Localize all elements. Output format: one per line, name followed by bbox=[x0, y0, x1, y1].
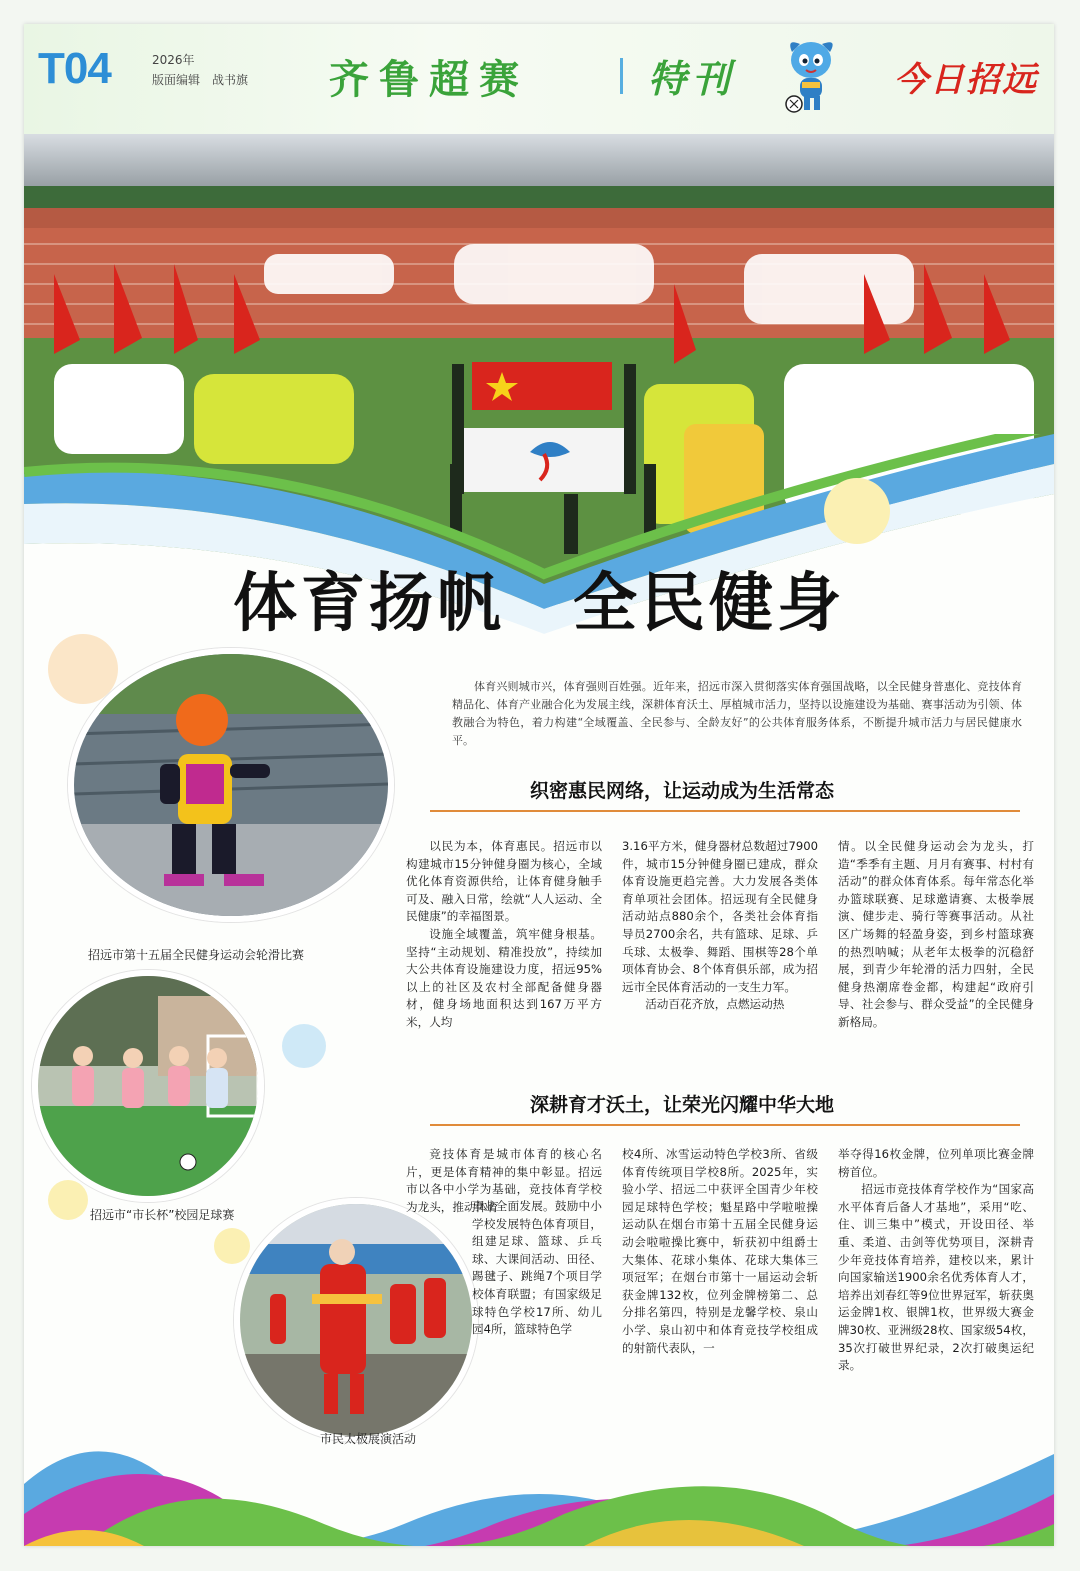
decor-dot bbox=[282, 1024, 326, 1068]
roller-skating-image bbox=[74, 654, 388, 916]
headline: 体育扬帆 全民健身 bbox=[233, 567, 845, 641]
section1-column1 bbox=[406, 838, 602, 1032]
paragraph: 举夺得16枚金牌，位列单项比赛金牌榜首位。 bbox=[838, 1147, 1034, 1179]
mascot-icon bbox=[780, 34, 842, 116]
caption-photo3: 市民太极展演活动 bbox=[320, 1432, 417, 1446]
photo-roller-skating bbox=[68, 648, 394, 922]
brand-logo: 今日招远 bbox=[894, 60, 1038, 100]
section2-title: 深耕育才沃土，让荣光闪耀中华大地 bbox=[530, 1094, 835, 1116]
column-separator bbox=[620, 58, 623, 94]
section1-column2 bbox=[622, 838, 818, 1014]
paragraph: 招远市竞技体育学校作为“国家高水平体育后备人才基地”，采用“吃、住、训三集中”模式，开设田径、举重、柔道、击剑等优势项目，深耕青少年竞技体育培养，建校以来，累计向国家输送1900余名优秀体育人才，培养出刘春红等9位世界冠军，斩获奥运金牌1枚、银牌1枚，世界级大赛金牌30枚、亚洲级28枚、国家级54枚，35次打破世界纪录，2次打破奥运纪录。 bbox=[838, 1182, 1034, 1373]
section1-underline bbox=[430, 810, 1020, 812]
section2-column1-bottom bbox=[472, 1198, 602, 1339]
decor-dot bbox=[48, 634, 118, 704]
decor-dot bbox=[214, 1228, 250, 1264]
section2-underline bbox=[430, 1124, 1020, 1126]
paragraph: 竞技体育是城市体育的核心名片，更是体育精神的集中彰显。招远市以各中小学为基础，竞技体育学校为龙头，推动体育 bbox=[406, 1147, 602, 1214]
caption-photo2: 招远市“市长杯”校园足球赛 bbox=[90, 1208, 235, 1222]
decor-dot bbox=[48, 1180, 88, 1220]
paragraph: 以民为本，体育惠民。招远市以构建城市15分钟健身圈为核心，全域优化体育资源供给，让体育健身触手可及、融入日常，绘就“人人运动、全民健康”的幸福图景。 bbox=[406, 839, 602, 924]
intro-paragraph: 体育兴则城市兴，体育强则百姓强。近年来，招远市深入贯彻落实体育强国战略，以全民健身普惠化、竞技体育精品化、体育产业融合化为发展主线，深耕体育沃土、厚植城市活力，坚持以设施建设为基础、赛事活动为引领、体教融合为特色，着力构建“全域覆盖、全民参与、全龄友好”的公共体育服务体系，不断提升城市活力与居民健康水平。 bbox=[452, 680, 1022, 747]
section2-column3 bbox=[838, 1146, 1034, 1375]
page-editor: 版面编辑 战书旗 bbox=[152, 73, 249, 87]
column-special: 特刊 bbox=[648, 56, 737, 101]
paragraph: 校4所、冰雪运动特色学校3所、省级体育传统项目学校8所。2025年，实验小学、招远二中获评全国青少年校园足球特色学校；魁星路中学啦啦操运动队在烟台市第十五届全民健身运动会啦啦操比赛中，斩获初中组爵士大集体、花球小集体、花球大集体三项冠军；在烟台市第十一届运动会斩获金牌132枚，位列金牌榜第二、总分排名第四，特别是龙馨学校、泉山小学、泉山初中和体育竞技学校组成的射箭代表队，一 bbox=[622, 1147, 818, 1355]
page-meta bbox=[152, 50, 248, 90]
photo-school-soccer bbox=[32, 970, 264, 1202]
paragraph: 活动百花齐放，点燃运动热 bbox=[645, 997, 785, 1012]
paragraph: 事业全面发展。鼓励中小学校发展特色体育项目，组建足球、篮球、乒乓球、大课间活动、田径、踢毽子、跳绳7个项目学校体育联盟；有国家级足球特色学校17所、幼儿园4所，篮球特色学 bbox=[472, 1199, 602, 1337]
paragraph: 3.16平方米，健身器材总数超过7900件，城市15分钟健身圈已建成，群众体育设施更趋完善。大力发展各类体育单项社会团体。招远现有全民健身活动站点880余个，各类社会体育指导员2700余名，共有篮球、足球、乒乓球、太极拳、舞蹈、围棋等28个单项体育协会、8个体育俱乐部，成为招远市全民体育活动的一支生力军。 bbox=[622, 839, 818, 994]
paragraph: 情。以全民健身运动会为龙头，打造“季季有主题、月月有赛事、村村有活动”的群众体育体系。每年常态化举办篮球联赛、足球邀请赛、太极拳展演、健步走、骑行等赛事活动。从社区广场舞的轻盈身姿，到乡村篮球赛的热烈呐喊；从老年太极拳的沉稳舒展，到青少年轮滑的活力四射，全民健身热潮席卷金都，构建起“政府引导、社会参与、群众受益”的全民健身新格局。 bbox=[838, 839, 1034, 1029]
section2-column2 bbox=[622, 1146, 818, 1357]
page-year: 2026年 bbox=[152, 53, 195, 67]
section1-title: 织密惠民网络，让运动成为生活常态 bbox=[530, 780, 835, 802]
section1-column3 bbox=[838, 838, 1034, 1032]
soccer-image bbox=[38, 976, 258, 1196]
bottom-decorative-wave bbox=[24, 1374, 1054, 1546]
decor-dot bbox=[824, 478, 890, 544]
paragraph: 设施全域覆盖，筑牢健身根基。坚持“主动规划、精准投放”，持续加大公共体育设施建设力度，招远95%以上的社区及农村全部配备健身器材，健身场地面积达到167万平方米，人均 bbox=[406, 926, 602, 1029]
caption-photo1: 招远市第十五届全民健身运动会轮滑比赛 bbox=[88, 948, 305, 962]
column-title: 齐鲁超赛 bbox=[329, 57, 529, 103]
page-header bbox=[24, 24, 1054, 134]
page-sheet bbox=[24, 24, 1054, 1546]
page-number: T04 bbox=[38, 44, 111, 93]
